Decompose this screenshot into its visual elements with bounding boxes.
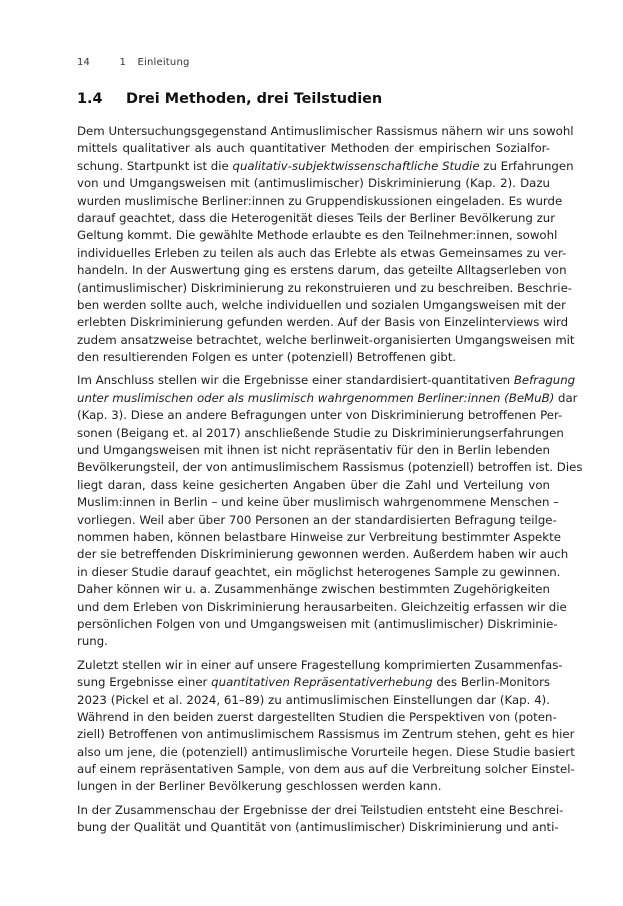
text-run: darauf geachtet, dass die Heterogenität dieses Teils der Berliner Bevölkerung zur	[77, 210, 556, 225]
text-run: Zuletzt stellen wir in einer auf unsere Fragestellung komprimierten Zusammenfas-	[77, 657, 563, 672]
paragraph	[77, 657, 575, 796]
text-line	[77, 744, 575, 761]
paragraph	[77, 802, 564, 837]
text-run: (antimuslimischer) Diskriminierung zu rekonstruieren und zu beschreiben. Beschrie-	[77, 280, 573, 295]
text-run: ziell) Betroffenen von antimuslimischem Rassismus im Zentrum stehen, geht es hier	[77, 727, 575, 742]
text-line	[77, 390, 578, 407]
text-run: und dem Erleben von Diskriminierung herausarbeiten. Gleichzeitig erfassen wir die	[77, 599, 567, 614]
text-line	[77, 564, 561, 581]
text-line	[77, 407, 563, 424]
text-run: nommen haben, können belastbare Hinweise zur Verbreitung bestimmter Aspekte	[77, 529, 561, 544]
chapter-number: 1	[119, 57, 127, 68]
chapter-title: Einleitung	[137, 57, 190, 68]
text-line	[77, 297, 566, 314]
text-run: zudem ansatzweise betrachtet, welche berlinweit-organisierten Umgangsweisen mit	[77, 332, 575, 347]
italic-title: Befragung	[513, 373, 576, 388]
italic-title: quantitativen Repräsentativerhebung	[211, 675, 433, 690]
text-line	[77, 280, 573, 297]
text-line	[77, 442, 550, 459]
text-run: mittels qualitativer als auch quantitativer Methoden der empirischen Sozialfor-	[77, 141, 550, 156]
text-run: Dem Untersuchungsgegenstand Antimuslimischer Rassismus nähern wir uns sowohl	[77, 124, 574, 138]
text-run: bung der Qualität und Quantität von (antimuslimischer) Diskriminierung und anti-	[77, 820, 559, 835]
text-run: Geltung kommt. Die gewählte Methode erlaubte es den Teilnehmer:innen, sowohl	[77, 228, 558, 243]
text-run: persönlichen Folgen von und Umgangsweisen mit (antimuslimischer) Diskriminie-	[77, 616, 558, 631]
text-line	[77, 494, 560, 511]
text-line	[77, 349, 550, 366]
text-line	[77, 140, 550, 157]
body-text	[77, 123, 583, 837]
text-run: lungen in der Berliner Bevölkerung geschlossen werden kann.	[77, 779, 442, 794]
text-run: in dieser Studie darauf geachtet, ein möglichst heterogenes Sample zu gewinnen.	[77, 564, 561, 579]
text-line	[77, 372, 576, 389]
paragraph	[77, 123, 575, 366]
text-line	[77, 546, 569, 563]
text-line	[77, 599, 567, 616]
italic-title: unter muslimischen oder als muslimisch wahrgenommen Berliner:innen (BeMuB)	[77, 390, 555, 405]
text-run: Während in den beiden zuerst dargestellten Studien die Perspektiven von (poten-	[77, 709, 557, 724]
text-run: Im Anschluss stellen wir die Ergebnisse einer standardisiert-quantitativen	[77, 373, 514, 388]
text-line	[77, 332, 575, 349]
text-line	[77, 581, 550, 598]
text-line	[77, 262, 567, 279]
text-run: also um jene, die (potenziell) antimuslimische Vorurteile hegen. Diese Studie basiert	[77, 744, 575, 759]
text-run: vorliegen. Weil aber über 700 Personen an der standardisierten Befragung teilge-	[77, 512, 557, 527]
text-line	[77, 459, 583, 476]
text-run: handeln. In der Auswertung ging es erstens darum, das geteilte Alltagserleben von	[77, 263, 567, 278]
italic-title: qualitativ-subjektwissenschaftliche Studie	[232, 158, 480, 173]
text-line	[77, 123, 574, 140]
text-line	[77, 674, 550, 691]
text-line	[77, 193, 563, 210]
text-line	[77, 616, 558, 633]
text-run: individuelles Erleben zu teilen als auch das Erlebte als etwas Gemeinsames zu ver-	[77, 245, 567, 260]
text-run: und Umgangsweisen mit ihnen ist nicht repräsentativ für den in Berlin lebenden	[77, 443, 550, 458]
text-run: der sie betreffenden Diskriminierung gewonnen werden. Außerdem haben wir auch	[77, 547, 569, 562]
text-run: Muslim:innen in Berlin – und keine über muslimisch wahrgenommene Menschen –	[77, 495, 560, 510]
text-run: ben werden sollte auch, welche individuellen und sozialen Umgangsweisen mit der	[77, 297, 566, 312]
text-line	[77, 778, 550, 795]
text-line	[77, 819, 559, 836]
text-run: wurden muslimische Berliner:innen zu Gruppendiskussionen eingeladen. Es wurde	[77, 193, 563, 208]
section-number: 1.4	[77, 91, 103, 107]
text-run: 2023 (Pickel et al. 2024, 61–89) zu antimuslimischen Einstellungen dar (Kap. 4).	[77, 692, 550, 707]
text-run: Bevölkerungsteil, der von antimuslimischem Rassismus (potenziell) betroffen ist. Dies	[77, 460, 583, 475]
text-line	[77, 477, 550, 494]
running-head	[77, 57, 190, 68]
text-line	[77, 692, 550, 709]
text-run: zu Erfahrungen	[479, 158, 574, 173]
text-line	[77, 314, 569, 331]
text-run: (Kap. 3). Diese an andere Befragungen unter von Diskriminierung betroffenen Per-	[77, 408, 563, 423]
text-run: liegt daran, dass keine gesicherten Angaben über die Zahl und Verteilung von	[77, 477, 550, 492]
text-line	[77, 175, 550, 192]
text-run: sung Ergebnisse einer	[77, 675, 212, 690]
section-heading	[77, 91, 382, 107]
text-run: erlebten Diskriminierung gefunden werden. Auf der Basis von Einzelinterviews wird	[77, 315, 569, 330]
text-line	[77, 726, 575, 743]
text-run: rung.	[77, 634, 108, 649]
text-line	[77, 210, 556, 227]
text-run: sonen (Beigang et. al 2017) anschließende Studie zu Diskriminierungserfahrungen	[77, 425, 564, 440]
text-line	[77, 657, 563, 674]
text-line	[77, 633, 550, 650]
text-line	[77, 761, 575, 778]
section-title: Drei Methoden, drei Teilstudien	[126, 91, 383, 107]
text-run: schung. Startpunkt ist die	[77, 158, 233, 173]
text-run: Daher können wir u. a. Zusammenhänge zwischen bestimmten Zugehörigkeiten	[77, 582, 550, 597]
text-line	[77, 802, 564, 819]
text-line	[77, 709, 557, 726]
page-number: 14	[77, 57, 91, 68]
text-run: des Berlin-Monitors	[432, 675, 551, 690]
text-line	[77, 529, 561, 546]
text-line	[77, 158, 574, 175]
text-line	[77, 227, 558, 244]
text-run: dar	[554, 390, 578, 405]
text-run: den resultierenden Folgen es unter (potenziell) Betroffenen gibt.	[77, 350, 457, 365]
text-run: von und Umgangsweisen mit (antimuslimischer) Diskriminierung (Kap. 2). Dazu	[77, 176, 550, 191]
paragraph	[77, 372, 583, 650]
text-run: auf einem repräsentativen Sample, von dem aus auf die Verbreitung solcher Einstel-	[77, 762, 575, 777]
text-line	[77, 425, 564, 442]
text-line	[77, 245, 567, 262]
text-run: In der Zusammenschau der Ergebnisse der drei Teilstudien entsteht eine Beschrei-	[77, 802, 564, 817]
text-line	[77, 512, 557, 529]
